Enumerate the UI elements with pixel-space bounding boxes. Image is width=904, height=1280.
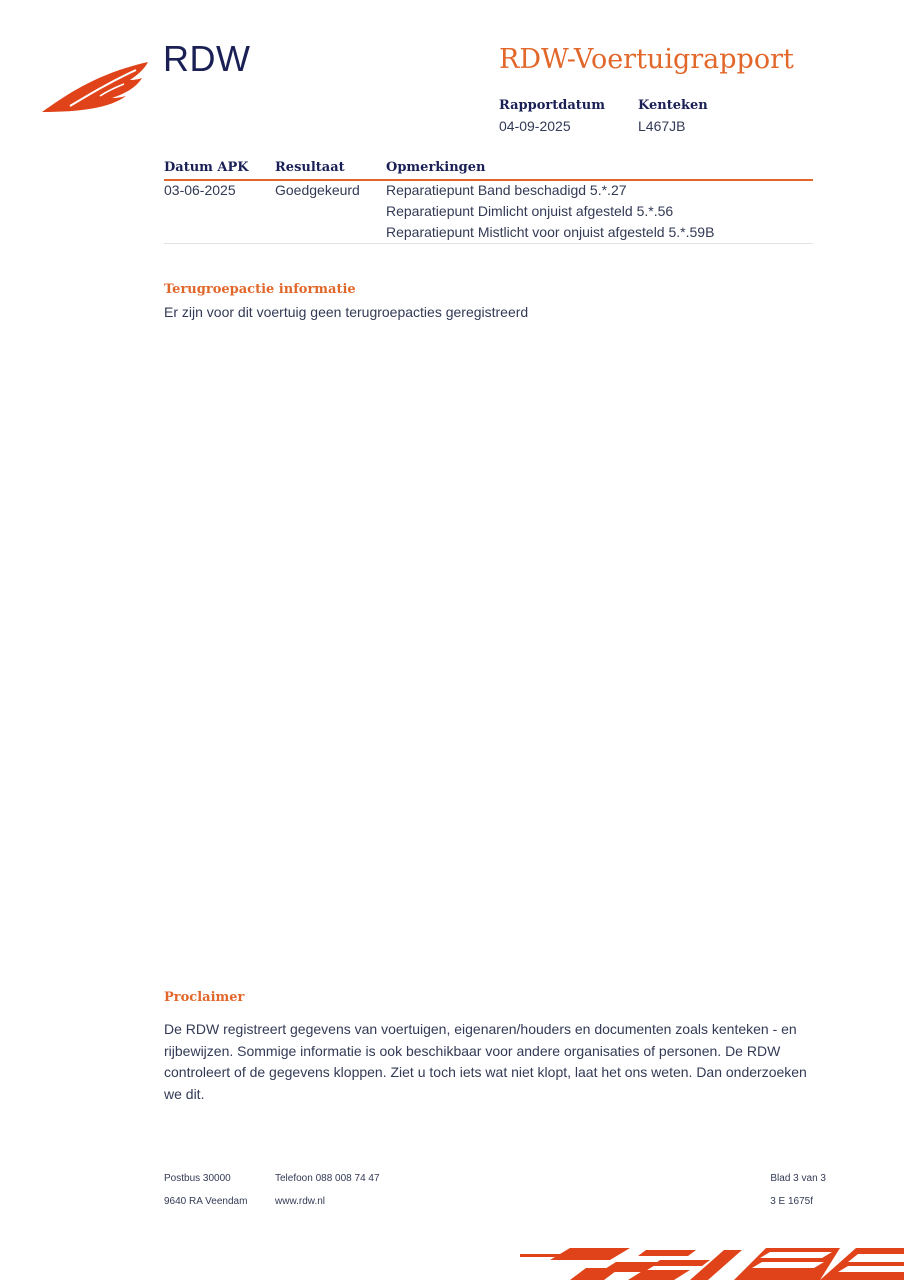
footer-page-number: Blad 3 van 3	[770, 1173, 826, 1184]
apk-table	[164, 158, 813, 246]
proclaimer-title: Proclaimer	[164, 990, 245, 1005]
column-header-opmerkingen: Opmerkingen	[386, 160, 486, 175]
proclaimer-text: De RDW registreert gegevens van voertuigen, eigenaren/houders en documenten zoals kenteken - en rijbewijzen. Sommige informatie is ook beschikbaar voor andere organisaties of personen. De RDW controleert of de gegevens kloppen. Ziet u toch iets wat niet klopt, laat het ons weten. Dan onderzoeken we dit.	[164, 1021, 807, 1102]
logo-text: RDW	[163, 38, 251, 79]
footer-postcode: 9640 RA Veendam	[164, 1196, 248, 1207]
footer-website[interactable]: www.rdw.nl	[275, 1196, 326, 1207]
report-title: RDW-Voertuigrapport	[499, 44, 794, 75]
cell-opmerking: Reparatiepunt Mistlicht voor onjuist afgesteld 5.*.59B	[386, 224, 715, 240]
rapportdatum-label: Rapportdatum	[499, 98, 605, 113]
table-header-divider	[164, 179, 813, 181]
table-row-divider	[164, 243, 813, 244]
cell-resultaat: Goedgekeurd	[275, 182, 360, 198]
cell-opmerking: Reparatiepunt Dimlicht onjuist afgesteld 5.*.56	[386, 203, 674, 219]
terugroep-title: Terugroepactie informatie	[164, 282, 356, 297]
column-header-datum-apk: Datum APK	[164, 160, 249, 175]
footer-telefoon: Telefoon 088 008 74 47	[275, 1173, 380, 1184]
kenteken-label: Kenteken	[638, 98, 708, 113]
rdw-stripes-icon	[520, 1244, 904, 1280]
rdw-feather-logo-icon	[40, 56, 150, 116]
footer-code: 3 E 1675f	[770, 1196, 813, 1207]
cell-opmerking: Reparatiepunt Band beschadigd 5.*.27	[386, 182, 627, 198]
footer-postbus: Postbus 30000	[164, 1173, 231, 1184]
kenteken-value: L467JB	[638, 118, 686, 134]
column-header-resultaat: Resultaat	[275, 160, 345, 175]
terugroep-text: Er zijn voor dit voertuig geen terugroepacties geregistreerd	[164, 304, 529, 320]
cell-datum: 03-06-2025	[164, 182, 236, 198]
rapportdatum-value: 04-09-2025	[499, 118, 571, 134]
